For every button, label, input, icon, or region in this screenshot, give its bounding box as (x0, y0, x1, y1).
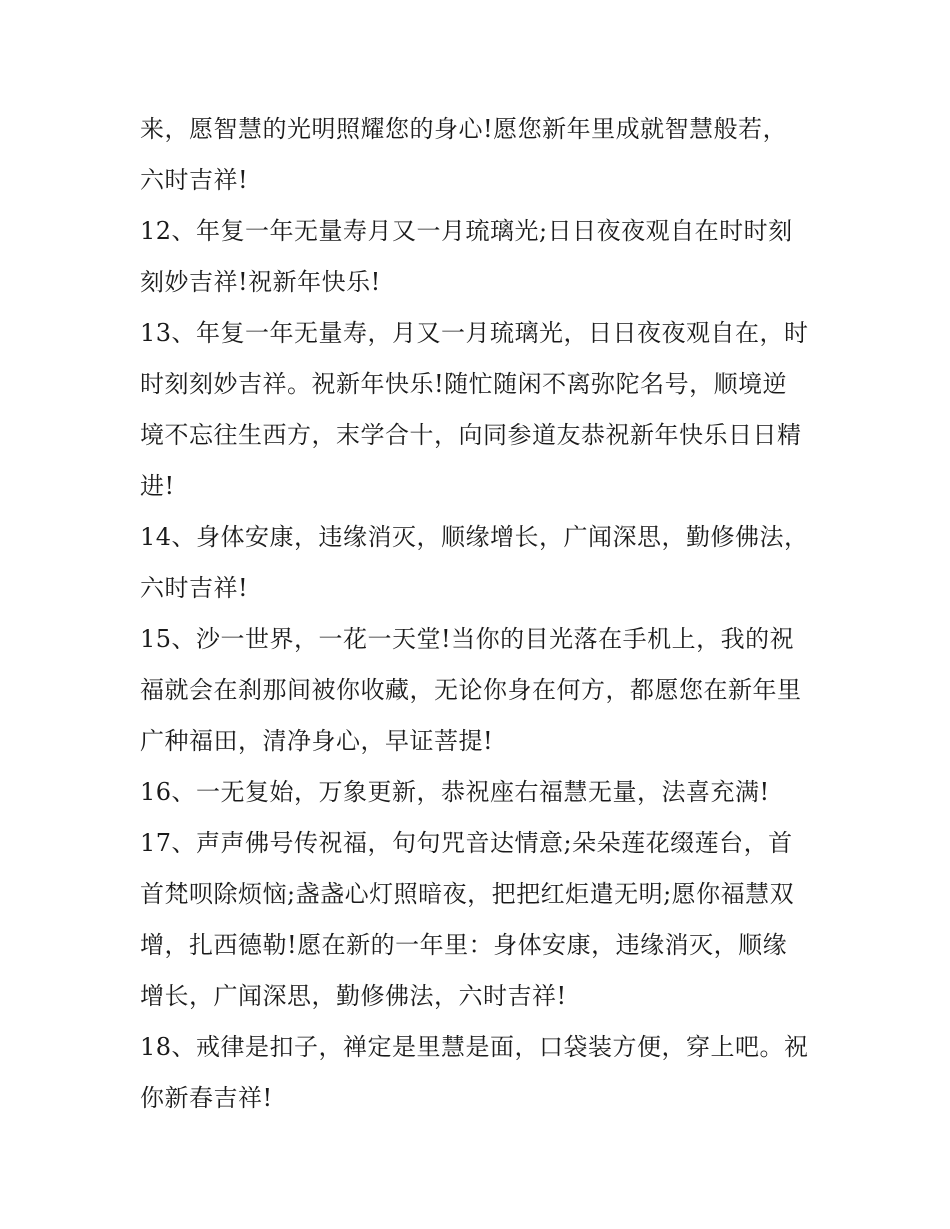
text-line: 13、年复一年无量寿，月又一月琉璃光，日日夜夜观自在，时 (140, 319, 809, 347)
text-line: 六时吉祥! (140, 574, 249, 602)
text-line: 首梵呗除烦恼;盏盏心灯照暗夜，把把红炬遣无明;愿你福慧双 (140, 880, 795, 908)
text-line: 16、一无复始，万象更新，恭祝座右福慧无量，法喜充满! (140, 778, 770, 806)
text-line: 六时吉祥! (140, 166, 249, 194)
document-body (140, 104, 820, 1124)
text-line: 广种福田，清净身心，早证菩提! (140, 727, 494, 755)
text-line: 境不忘往生西方，末学合十，向同参道友恭祝新年快乐日日精 (140, 421, 802, 449)
text-line: 15、沙一世界，一花一天堂!当你的目光落在手机上，我的祝 (140, 625, 795, 653)
text-line: 你新春吉祥! (140, 1084, 273, 1112)
text-line: 增，扎西德勒!愿在新的一年里：身体安康，违缘消灭，顺缘 (140, 931, 788, 959)
text-line: 12、年复一年无量寿月又一月琉璃光;日日夜夜观自在时时刻 (140, 217, 793, 245)
text-line: 增长，广闻深思，勤修佛法，六时吉祥! (140, 982, 567, 1010)
text-line: 17、声声佛号传祝福，句句咒音达情意;朵朵莲花缀莲台，首 (140, 829, 793, 857)
text-line: 刻妙吉祥!祝新年快乐! (140, 268, 381, 296)
text-line: 时刻刻妙吉祥。祝新年快乐!随忙随闲不离弥陀名号，顺境逆 (140, 370, 788, 398)
text-line: 14、身体安康，违缘消灭，顺缘增长，广闻深思，勤修佛法， (140, 523, 809, 551)
text-line: 进! (140, 472, 175, 500)
text-line: 来，愿智慧的光明照耀您的身心!愿您新年里成就智慧般若， (140, 115, 788, 143)
text-line: 福就会在刹那间被你收藏，无论你身在何方，都愿您在新年里 (140, 676, 802, 704)
text-line: 18、戒律是扣子，禅定是里慧是面，口袋装方便，穿上吧。祝 (140, 1033, 809, 1061)
